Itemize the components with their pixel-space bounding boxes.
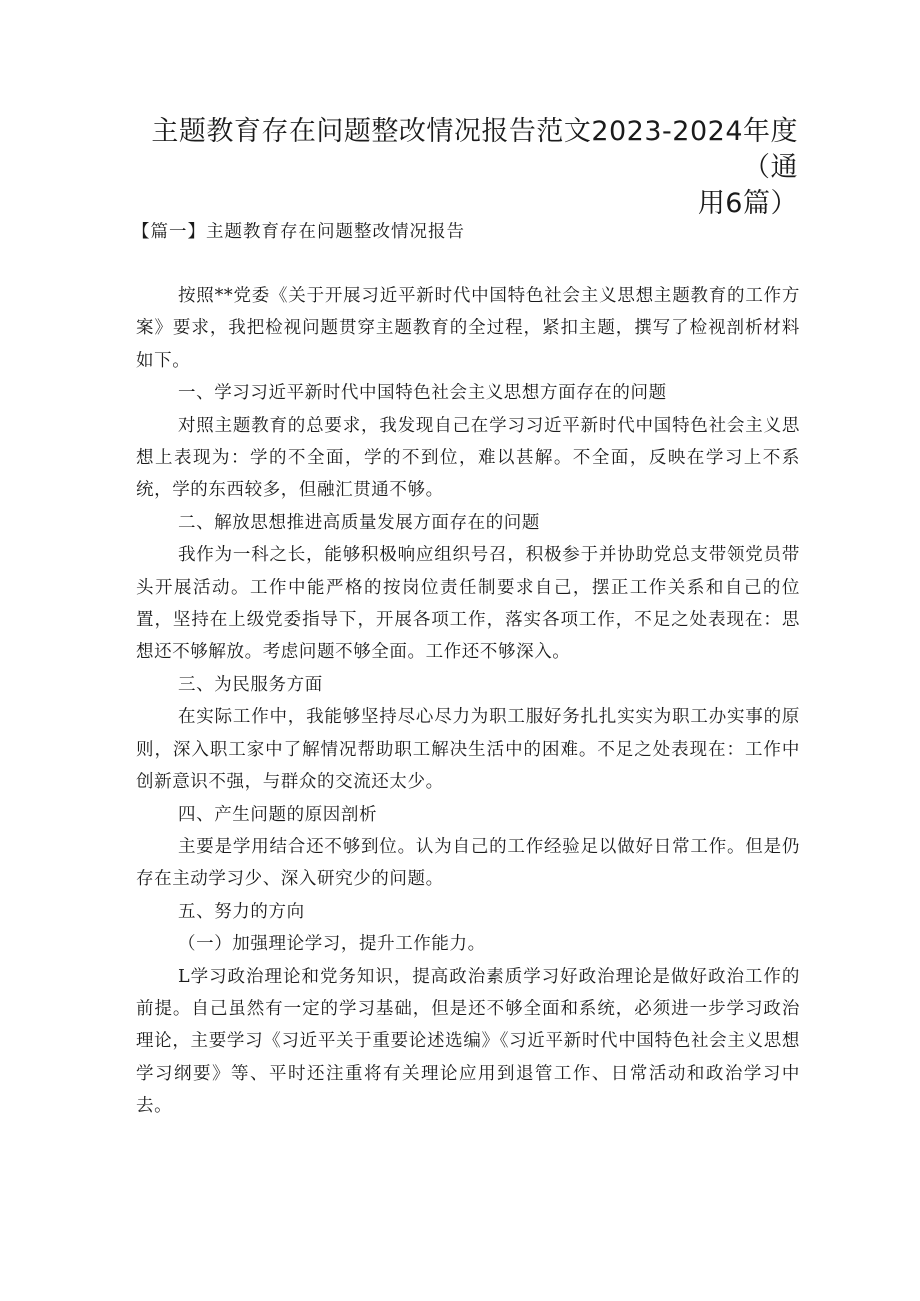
- paragraph-2: 我作为一科之长，能够积极响应组织号召，积极参于并协助党总支带领党员带头开展活动。工作中能严格的按岗位责任制要求自己，摆正工作关系和自己的位置，坚持在上级党委指导下，开展各项工作，落实各项工作，不足之处表现在：思想还不够解放。考虑问题不够全面。工作还不够深入。: [136, 545, 800, 663]
- title-line-2: 用6篇）: [697, 188, 798, 219]
- paragraph-1: 对照主题教育的总要求，我发现自己在学习习近平新时代中国特色社会主义思想上表现为：学的不全面，学的不到位，难以甚解。不全面，反映在学习上不系统，学的东西较多，但融汇贯通不够。: [136, 415, 800, 501]
- document-title: [150, 114, 798, 222]
- heading-5: 五、努力的方向: [178, 901, 305, 922]
- heading-4: 四、产生问题的原因剖析: [178, 804, 378, 825]
- heading-2: 二、解放思想推进高质量发展方面存在的问题: [178, 512, 540, 533]
- section-heading: 【篇一】主题教育存在问题整改情况报告: [132, 222, 465, 242]
- spacer: [136, 248, 800, 280]
- paragraph-5: L学习政治理论和党务知识，提高政治素质学习好政治理论是做好政治工作的前提。自己虽然有一定的学习基础，但是还不够全面和系统，必须进一步学习政治理论，主要学习《习近平关于重要论述选编》《习近平新时代中国特色社会主义思想学习纲要》等、平时还注重将有关理论应用到退管工作、日常活动和政治学习中去。: [136, 966, 800, 1117]
- heading-3: 三、为民服务方面: [178, 674, 323, 695]
- subheading-5-1: （一）加强理论学习，提升工作能力。: [178, 934, 486, 955]
- paragraph-3: 在实际工作中，我能够坚持尽心尽力为职工服好务扎扎实实为职工办实事的原则，深入职工家中了解情况帮助职工解决生活中的困难。不足之处表现在：工作中创新意识不强，与群众的交流还太少。: [136, 707, 800, 793]
- paragraph-4: 主要是学用结合还不够到位。认为自己的工作经验足以做好日常工作。但是仍存在主动学习少、深入研究少的问题。: [136, 836, 800, 890]
- paragraph-intro: 按照**党委《关于开展习近平新时代中国特色社会主义思想主题教育的工作方案》要求，我把检视问题贯穿主题教育的全过程，紧扣主题，撰写了检视剖析材料如下。: [136, 286, 800, 371]
- document-body: [132, 216, 800, 1123]
- heading-1: 一、学习习近平新时代中国特色社会主义思想方面存在的问题: [178, 383, 667, 404]
- title-line-1: 主题教育存在问题整改情况报告范文2023-2024年度（通: [151, 116, 798, 183]
